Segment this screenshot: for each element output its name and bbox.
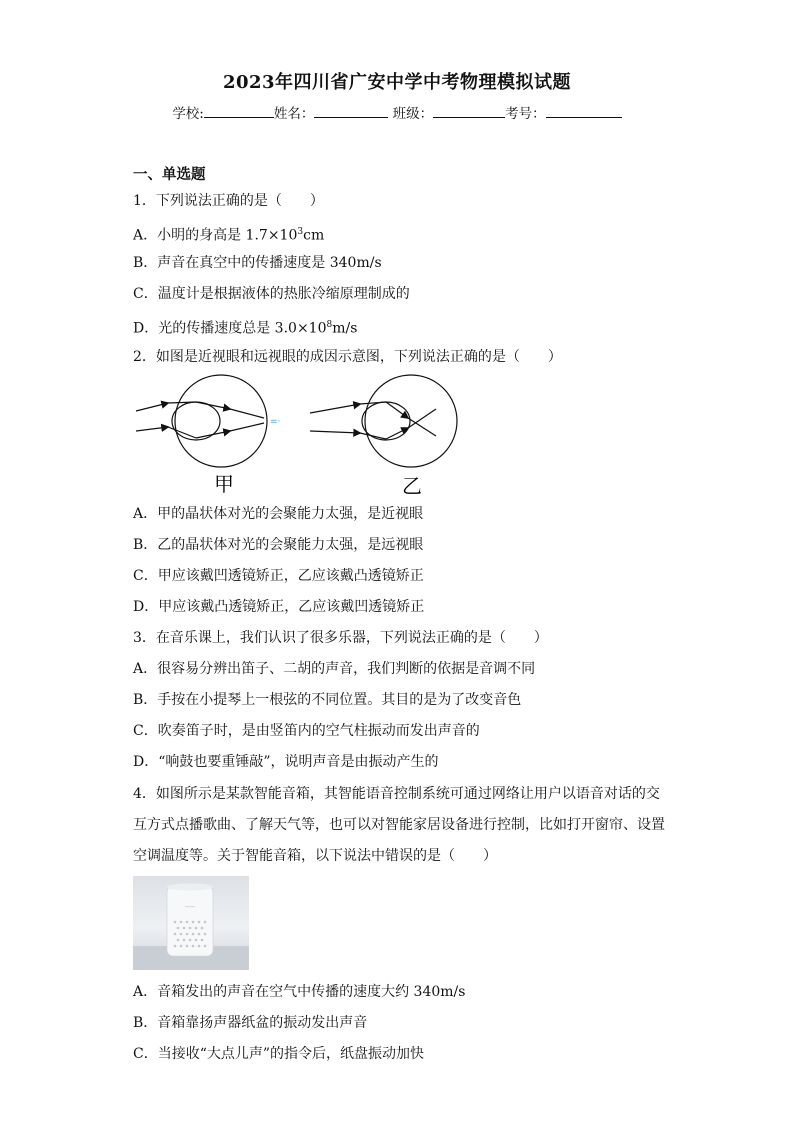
- question-3-option-a: A．很容易分辨出笛子、二胡的声音，我们判断的依据是音调不同: [133, 661, 536, 677]
- question-3-option-d: D．“响鼓也要重锤敲”，说明声音是由振动产生的: [133, 754, 439, 770]
- class-blank[interactable]: [433, 105, 505, 118]
- number-blank[interactable]: [546, 105, 622, 118]
- question-4-option-c: C．当接收“大点儿声”的指令后，纸盘振动加快: [133, 1046, 425, 1062]
- eye-diagram: [130, 373, 470, 498]
- question-4-stem-line-1: 4．如图所示是某款智能音箱，其智能语音控制系统可通过网络让用户以语音对话的交: [133, 786, 660, 802]
- question-3-option-c: C．吹奏笛子时，是由竖笛内的空气柱振动而发出声音的: [133, 723, 480, 739]
- class-label: 班级：: [392, 106, 434, 122]
- question-3-option-b: B．手按在小提琴上一根弦的不同位置。其目的是为了改变音色: [133, 692, 522, 708]
- question-2-option-c: C．甲应该戴凹透镜矫正，乙应该戴凸透镜矫正: [133, 568, 424, 584]
- page-title: 2023年四川省广安中学中考物理模拟试题: [222, 72, 572, 93]
- student-info-row: [0, 102, 794, 122]
- smart-speaker-photo: [133, 876, 249, 970]
- question-2-stem: 2．如图是近视眼和远视眼的成因示意图，下列说法正确的是（ ）: [133, 349, 562, 365]
- eye-label-right: 乙: [402, 474, 422, 498]
- question-2-option-d: D．甲应该戴凸透镜矫正，乙应该戴凹透镜矫正: [133, 599, 425, 615]
- question-4-stem-line-3: 空调温度等。关于智能音箱，以下说法中错误的是（ ）: [133, 848, 497, 864]
- question-2-option-b: B．乙的晶状体对光的会聚能力太强，是远视眼: [133, 537, 424, 553]
- question-1-option-c: C．温度计是根据液体的热胀冷缩原理制成的: [133, 286, 410, 302]
- question-4-option-b: B．音箱靠扬声器纸盆的振动发出声音: [133, 1015, 368, 1031]
- number-label: 考号：: [505, 106, 546, 122]
- question-1-option-d: D．光的传播速度总是 $3.0\times 10^8m/s$: [133, 320, 358, 337]
- question-4-stem-line-2: 互方式点播歌曲、了解天气等，也可以对智能家居设备进行控制，比如打开窗帘、设置: [133, 817, 665, 833]
- question-1-option-a: A．小明的身高是 $1.7\times 10^3cm$: [133, 227, 325, 244]
- name-label: 姓名：: [273, 106, 315, 122]
- eye-diagram-left: [136, 375, 280, 496]
- question-4-option-a: A．音箱发出的声音在空气中传播的速度大约 340m/s: [133, 984, 466, 1000]
- eye-label-left: 甲: [214, 472, 234, 496]
- svg-text:=·: =·: [270, 417, 281, 427]
- question-3-stem: 3．在音乐课上，我们认识了很多乐器，下列说法正确的是（ ）: [133, 630, 548, 646]
- question-2-option-a: A．甲的晶状体对光的会聚能力太强，是近视眼: [133, 506, 424, 522]
- question-1-option-b: B．声音在真空中的传播速度是 340m/s: [133, 255, 382, 271]
- question-1-stem: 1．下列说法正确的是（ ）: [133, 193, 324, 209]
- section-title: 一、单选题: [133, 166, 206, 183]
- school-blank[interactable]: [204, 105, 274, 118]
- name-blank[interactable]: [314, 105, 388, 118]
- smart-speaker-icon: [133, 876, 249, 970]
- eye-diagram-right: [310, 375, 457, 498]
- school-label: 学校:: [172, 106, 204, 122]
